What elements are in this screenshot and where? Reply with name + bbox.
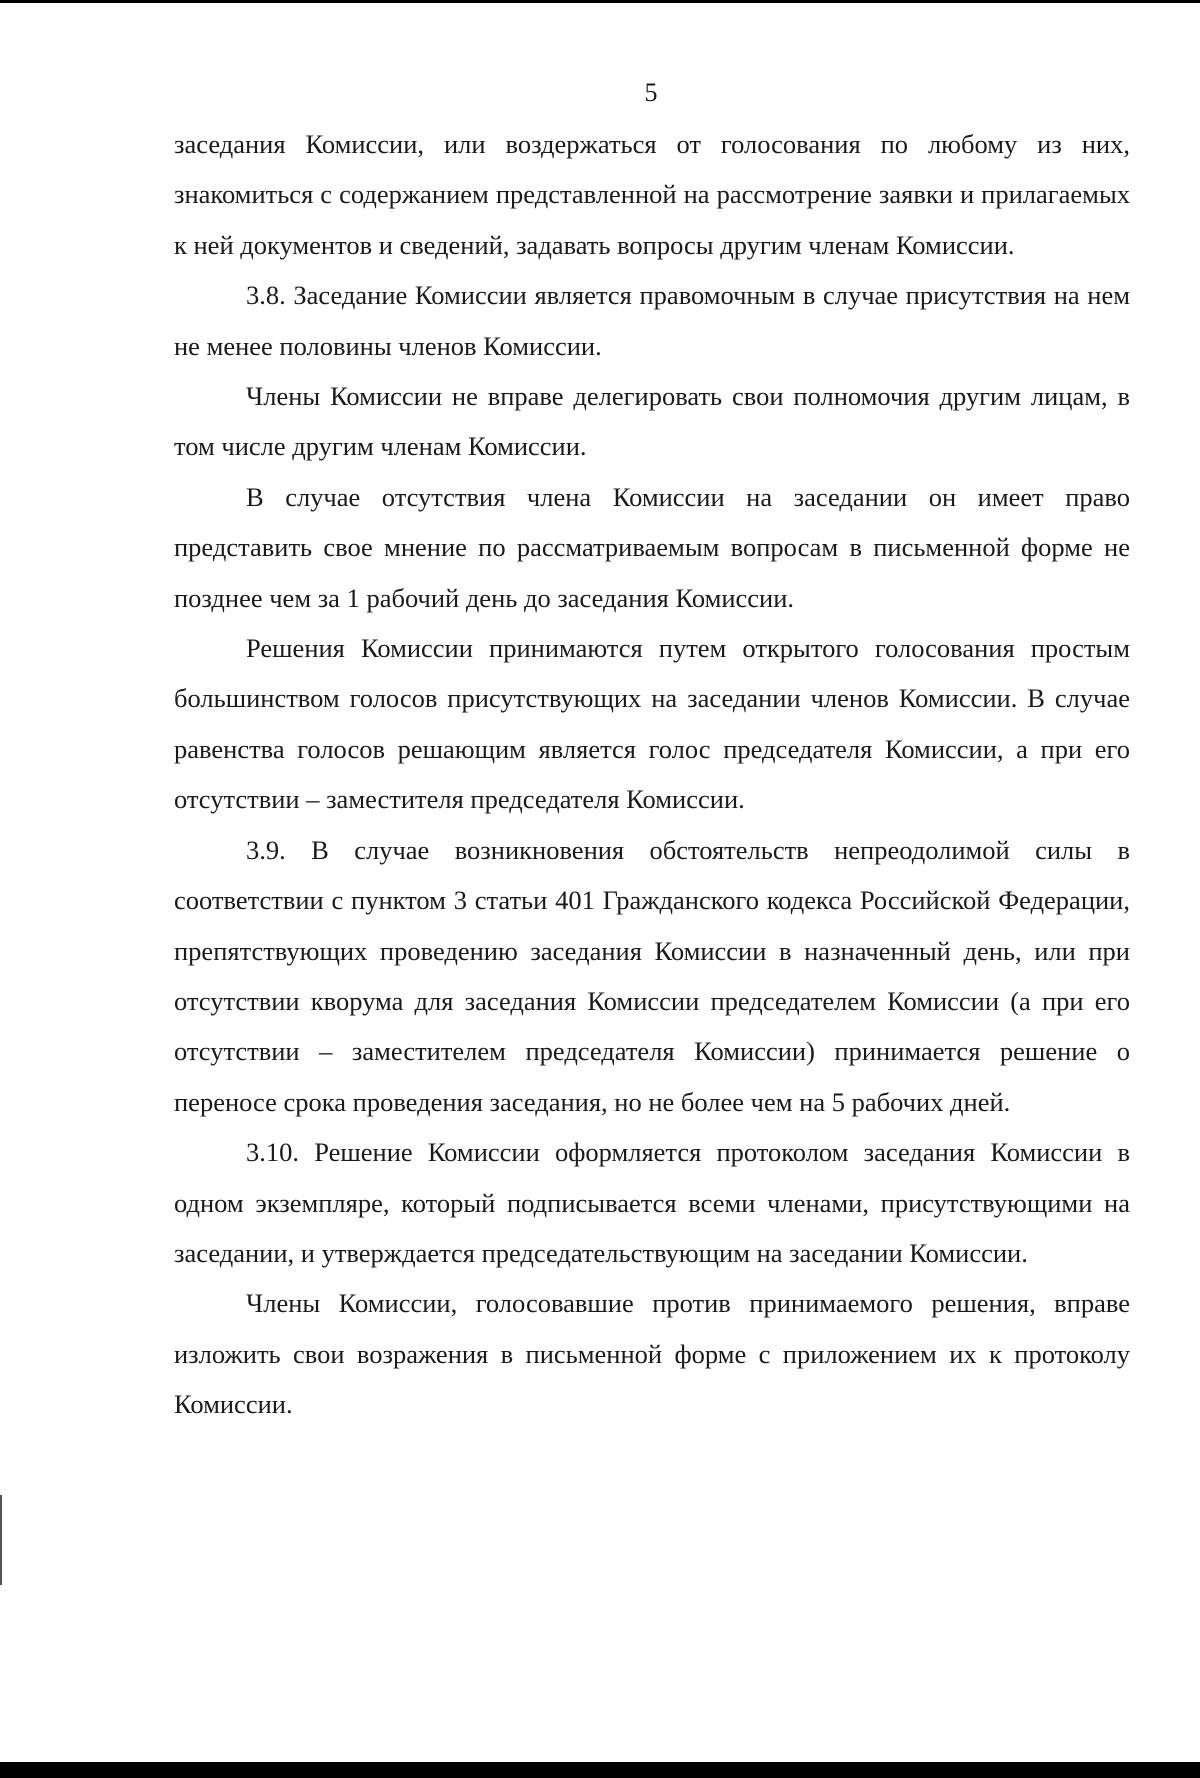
paragraph-3-9: 3.9. В случае возникновения обстоятельств непреодолимой силы в соответствии с пунктом 3 статьи 401 Гражданского кодекса Российской Федерации, препятствующих проведению заседания Комиссии в назначенный день, или при отсутствии кворума для заседания Комиссии председателем Комиссии (а при его отсутствии – заместителем председателя Комиссии) принимается решение о переносе срока проведения заседания, но не более чем на 5 рабочих дней. xyxy=(174,834,1130,1117)
scan-edge-top xyxy=(0,0,1200,3)
scan-edge-bottom xyxy=(0,1762,1200,1778)
scan-mark-left xyxy=(0,1495,2,1585)
paragraph-objections: Члены Комиссии, голосовавшие против принимаемого решения, вправе изложить свои возражения в письменной форме с приложением их к протоколу Комиссии. xyxy=(174,1288,1130,1420)
paragraph-3-10: 3.10. Решение Комиссии оформляется протоколом заседания Комиссии в одном экземпляре, который подписывается всеми членами, присутствующими на заседании, и утверждается председательствующим на заседании Комиссии. xyxy=(174,1137,1130,1268)
paragraph-absence-opinion: В случае отсутствия члена Комиссии на заседании он имеет право представить свое мнение по рассматриваемым вопросам в письменной форме не позднее чем за 1 рабочий день до заседания Комиссии. xyxy=(174,481,1130,613)
paragraph-delegation: Члены Комиссии не вправе делегировать свои полномочия другим лицам, в том числе другим членам Комиссии. xyxy=(174,381,1130,462)
paragraph-continuation: заседания Комиссии, или воздержаться от голосования по любому из них, знакомиться с содержанием представленной на рассмотрение заявки и прилагаемых к ней документов и сведений, задавать вопросы другим членам Комиссии. xyxy=(174,129,1130,260)
document-body xyxy=(174,119,1130,1430)
paragraph-voting-rules: Решения Комиссии принимаются путем открытого голосования простым большинством голосов присутствующих на заседании членов Комиссии. В случае равенства голосов решающим является голос председателя Комиссии, а при его отсутствии – заместителя председателя Комиссии. xyxy=(174,633,1130,815)
page-number: 5 xyxy=(644,78,658,107)
paragraph-3-8: 3.8. Заседание Комиссии является правомочным в случае присутствия на нем не менее половины членов Комиссии. xyxy=(174,280,1130,361)
